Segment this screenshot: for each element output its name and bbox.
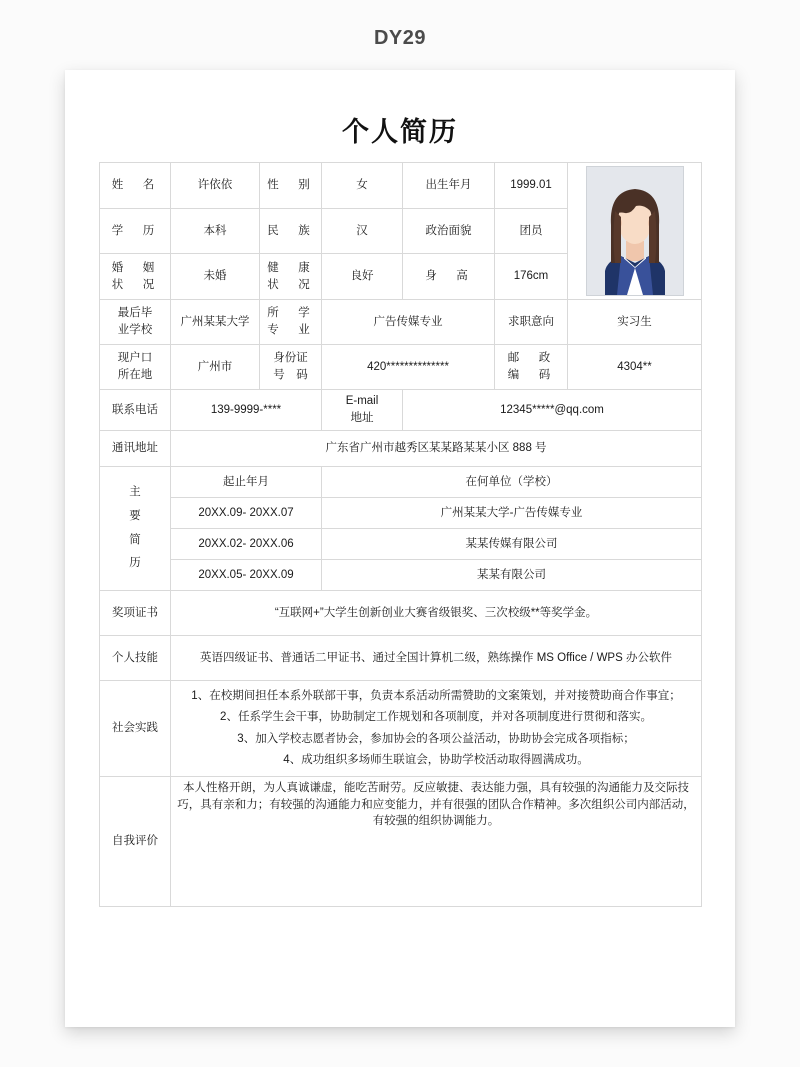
label-political-status: 政治面貌 [403, 208, 495, 254]
label-health-line2: 状 况 [267, 278, 314, 291]
label-hukou-line1: 现户口 [117, 352, 153, 365]
portrait-illustration [587, 167, 683, 295]
table-row-hukou [100, 345, 702, 390]
label-name: 姓 名 [100, 163, 171, 209]
label-school-line2: 业学校 [117, 324, 153, 336]
table-row-social-practice [100, 681, 702, 777]
label-self-evaluation: 自我评价 [100, 777, 171, 907]
resume-table [99, 162, 702, 907]
value-address: 广东省广州市越秀区某某路某某小区 888 号 [171, 431, 702, 467]
label-zipcode [495, 345, 568, 390]
value-gender: 女 [322, 163, 403, 209]
label-health-line1: 健 康 [267, 261, 314, 274]
value-zipcode: 4304** [568, 345, 702, 390]
table-row-contact [100, 390, 702, 431]
label-email [322, 390, 403, 431]
label-zipcode-line2: 编 码 [507, 369, 555, 381]
value-marital-status: 未婚 [171, 254, 260, 300]
header-experience-period: 起止年月 [171, 467, 322, 498]
social-practice-item: 3、加入学校志愿者协会，参加协会的各项公益活动，协助协会完成各项指标； [237, 732, 635, 745]
value-self-evaluation: 本人性格开朗，为人真诚谦虚，能吃苦耐劳。反应敏捷、表达能力强，具有较强的沟通能力及交际技巧，具有亲和力；有较强的沟通能力和应变能力，并有很强的团队合作精神。多次组织公司内部活动，有较强的组织协调能力。 [171, 777, 702, 907]
table-row-experience-1 [100, 498, 702, 529]
label-email-line1: E-mail [345, 395, 379, 408]
table-row-awards [100, 591, 702, 636]
value-social-practice [171, 681, 702, 777]
value-skills: 英语四级证书、普通话二甲证书、通过全国计算机二级，熟练操作 MS Office / WPS 办公软件 [171, 636, 702, 681]
label-marital-line2: 状 况 [111, 278, 159, 291]
value-height: 176cm [495, 254, 568, 300]
label-height: 身 高 [403, 254, 495, 300]
value-name: 许依依 [171, 163, 260, 209]
label-id-card-line2: 号 码 [273, 369, 308, 381]
label-education: 学 历 [100, 208, 171, 254]
label-ethnicity: 民 族 [260, 208, 322, 254]
label-job-intent: 求职意向 [495, 300, 568, 345]
label-hukou [100, 345, 171, 390]
table-row-self-evaluation [100, 777, 702, 907]
table-row-experience-3 [100, 560, 702, 591]
label-major-line2: 专 业 [267, 324, 314, 336]
value-ethnicity: 汉 [322, 208, 403, 254]
label-social-practice: 社会实践 [100, 681, 171, 777]
value-awards: “互联网+”大学生创新创业大赛省级银奖、三次校级**等奖学金。 [171, 591, 702, 636]
label-skills: 个人技能 [100, 636, 171, 681]
label-school [100, 300, 171, 345]
label-id-card [260, 345, 322, 390]
label-experience-char2: 要 [129, 509, 141, 522]
value-hukou: 广州市 [171, 345, 260, 390]
value-education: 本科 [171, 208, 260, 254]
label-phone: 联系电话 [100, 390, 171, 431]
table-row-name [100, 163, 702, 209]
label-health-status [260, 254, 322, 300]
label-gender: 性 别 [260, 163, 322, 209]
label-awards: 奖项证书 [100, 591, 171, 636]
label-address: 通讯地址 [100, 431, 171, 467]
label-marital-status [100, 254, 171, 300]
label-major-line1: 所 学 [267, 307, 314, 320]
experience-period: 20XX.09- 20XX.07 [171, 498, 322, 529]
label-experience-char3: 简 [129, 533, 141, 546]
header-experience-org: 在何单位（学校） [322, 467, 702, 498]
portrait-photo [586, 166, 684, 296]
resume-paper [65, 70, 735, 1027]
label-school-line1: 最后毕 [117, 307, 153, 320]
photo-cell [568, 163, 702, 300]
label-marital-line1: 婚 姻 [111, 261, 159, 274]
table-row-experience-header [100, 467, 702, 498]
label-id-card-line1: 身份证 [273, 352, 308, 365]
value-major: 广告传媒专业 [322, 300, 495, 345]
table-row-experience-2 [100, 529, 702, 560]
page-title: 个人简历 [342, 117, 458, 147]
label-zipcode-line1: 邮 政 [507, 352, 555, 365]
value-id-card: 420************** [322, 345, 495, 390]
label-birth: 出生年月 [403, 163, 495, 209]
experience-period: 20XX.02- 20XX.06 [171, 529, 322, 560]
table-row-address [100, 431, 702, 467]
social-practice-item: 4、成功组织多场师生联谊会，协助学校活动取得圆满成功。 [283, 753, 589, 766]
label-experience-section [100, 467, 171, 591]
label-experience-char4: 历 [129, 557, 141, 570]
social-practice-item: 2、任系学生会干事，协助制定工作规划和各项制度，并对各项制度进行贯彻和落实。 [220, 711, 652, 724]
experience-period: 20XX.05- 20XX.09 [171, 560, 322, 591]
value-phone: 139-9999-**** [171, 390, 322, 431]
label-experience-char1: 主 [129, 486, 141, 499]
label-hukou-line2: 所在地 [117, 369, 153, 381]
table-row-school [100, 300, 702, 345]
experience-org: 某某有限公司 [322, 560, 702, 591]
value-email: 12345*****@qq.com [403, 390, 702, 431]
table-row-skills [100, 636, 702, 681]
label-major [260, 300, 322, 345]
value-school: 广州某某大学 [171, 300, 260, 345]
value-job-intent: 实习生 [568, 300, 702, 345]
experience-org: 广州某某大学-广告传媒专业 [322, 498, 702, 529]
label-email-line2: 地址 [350, 412, 374, 424]
experience-org: 某某传媒有限公司 [322, 529, 702, 560]
document-caption: DY29 [373, 27, 427, 49]
value-political-status: 团员 [495, 208, 568, 254]
value-health-status: 良好 [322, 254, 403, 300]
social-practice-item: 1、在校期间担任本系外联部干事，负责本系活动所需赞助的文案策划，并对接赞助商合作事宜； [191, 690, 681, 702]
value-birth: 1999.01 [495, 163, 568, 209]
